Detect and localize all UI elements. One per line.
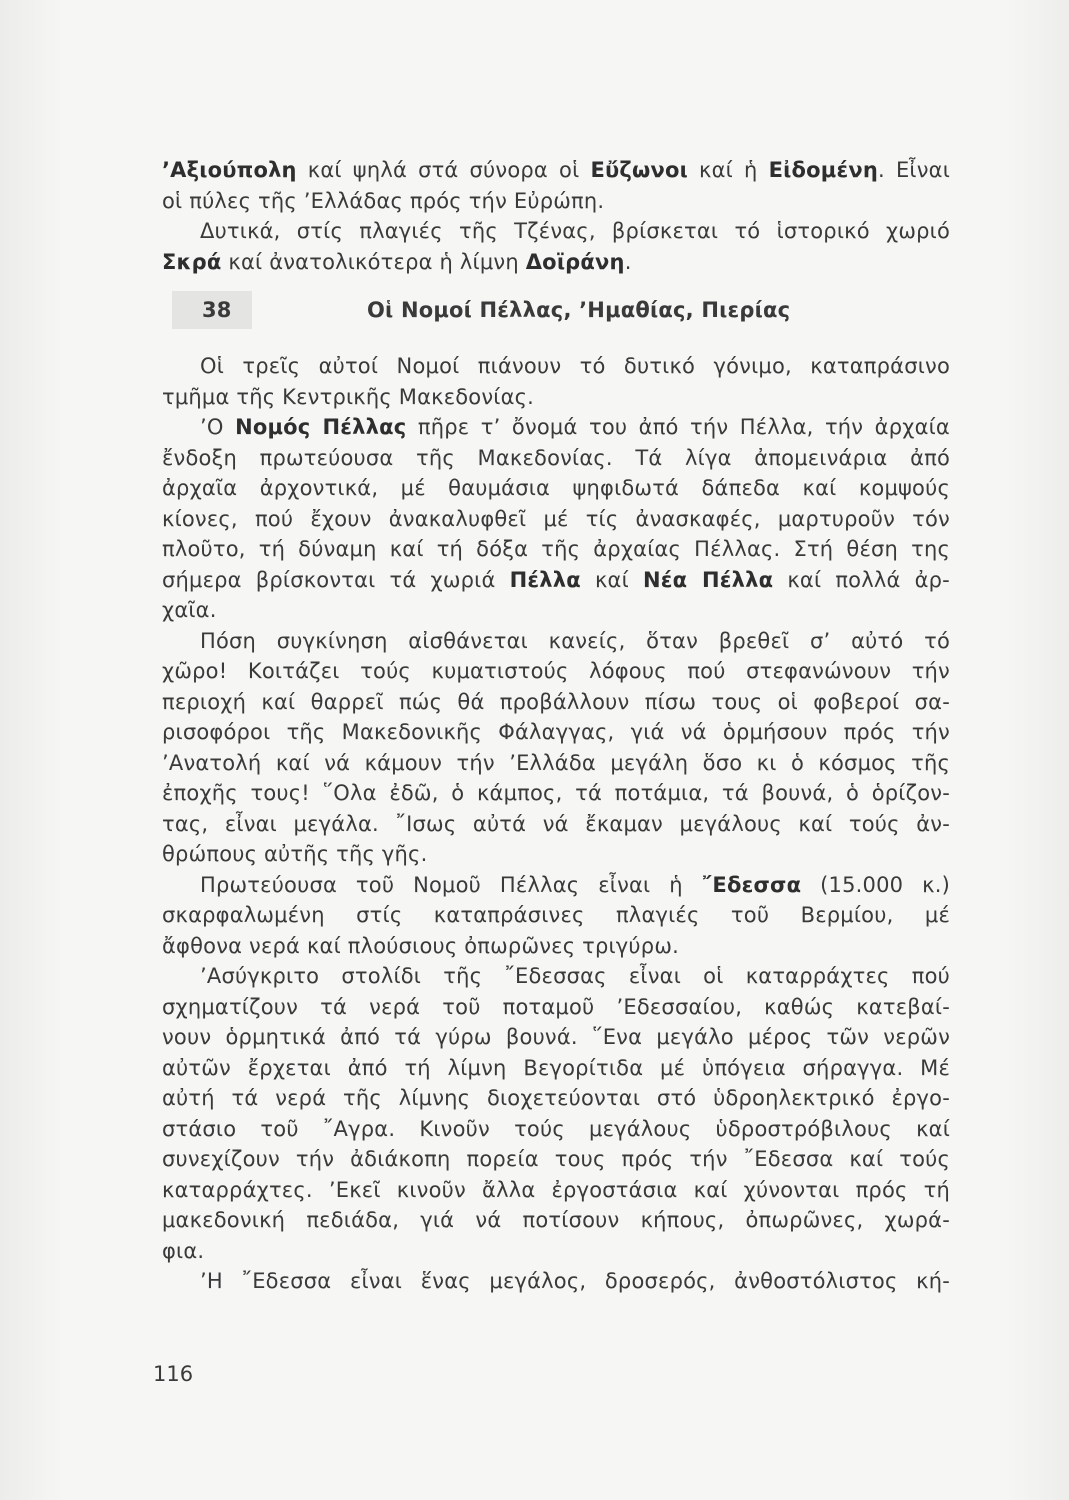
text-line: φια. bbox=[162, 1238, 205, 1263]
body-text bbox=[162, 155, 950, 1297]
text-line: Πόση συγκίνηση αἰσθάνεται κανείς, ὅταν βρεθεῖ σ’ αὐτό τό bbox=[200, 628, 950, 653]
text-line: σκαρφαλωμένη στίς καταπράσινες πλαγιές τοῦ Βερμίου, μέ bbox=[162, 903, 950, 927]
text-line: ἀρχαῖα ἀρχοντικά, μέ θαυμάσια ψηφιδωτά δάπεδα καί κομψούς bbox=[162, 476, 950, 500]
text-line: κίονες, πού ἔχουν ἀνακαλυφθεῖ μέ τίς ἀνασκαφές, μαρτυροῦν τόν bbox=[162, 506, 950, 531]
text-line: περιοχή καί θαρρεῖ πώς θά προβάλλουν πίσω τους οἱ φοβεροί σα- bbox=[162, 689, 950, 714]
text-line: ’Ανατολή καί νά κάμουν τήν ’Ελλάδα μεγάλη ὅσο κι ὁ κόσμος τῆς bbox=[162, 750, 950, 775]
text-line: Σκρά καί ἀνατολικότερα ἡ λίμνη Δοϊράνη. bbox=[162, 249, 632, 274]
text-line: χῶρο! Κοιτάζει τούς κυματιστούς λόφους πού στεφανώνουν τήν bbox=[162, 659, 950, 683]
text-line: ἐποχῆς τους! ῞Ολα ἐδῶ, ὁ κάμπος, τά ποτάμια, τά βουνά, ὁ ὁρίζον- bbox=[162, 781, 950, 805]
text-line: Πρωτεύουσα τοῦ Νομοῦ Πέλλας εἶναι ἡ ῎Εδεσσα (15.000 κ.) bbox=[200, 872, 950, 897]
text-line: ἄφθονα νερά καί πλούσιους ὀπωρῶνες τριγύρω. bbox=[162, 933, 679, 958]
text-line: ρισοφόροι τῆς Μακεδονικῆς Φάλαγγας, γιά νά ὁρμήσουν πρός τήν bbox=[162, 720, 950, 744]
text-line: ’Ο Νομός Πέλλας πῆρε τ’ ὄνομά του ἀπό τήν Πέλλα, τήν ἀρχαία bbox=[200, 415, 950, 439]
text-line: νουν ὁρμητικά ἀπό τά γύρω βουνά. ῞Ενα μεγάλο μέρος τῶν νερῶν bbox=[162, 1025, 950, 1049]
text-line: στάσιο τοῦ ῎Αγρα. Κινοῦν τούς μεγάλους ὑδροστρόβιλους καί bbox=[162, 1116, 950, 1141]
text-line: αὐτῶν ἔρχεται ἀπό τή λίμνη Βεγορίτιδα μέ ὑπόγεια σήραγγα. Μέ bbox=[162, 1055, 950, 1080]
text-line: σχηματίζουν τά νερά τοῦ ποταμοῦ ’Εδεσσαίου, καθώς κατεβαί- bbox=[162, 994, 950, 1019]
text-line: ἔνδοξη πρωτεύουσα τῆς Μακεδονίας. Τά λίγα ἀπομεινάρια ἀπό bbox=[162, 445, 950, 470]
text-line: χαῖα. bbox=[162, 598, 217, 622]
text-line: τας, εἶναι μεγάλα. ῎Ισως αὐτά νά ἔκαμαν μεγάλους καί τούς ἀν- bbox=[162, 811, 950, 836]
page-number: 116 bbox=[153, 1362, 194, 1386]
text-line: καταρράχτες. ’Εκεῖ κινοῦν ἄλλα ἐργοστάσια καί χύνονται πρός τή bbox=[162, 1177, 950, 1202]
section-title: Οἱ Νομοί Πέλλας, ’Ημαθίας, Πιερίας bbox=[367, 298, 791, 322]
text-line: Οἱ τρεῖς αὐτοί Νομοί πιάνουν τό δυτικό γόνιμο, καταπράσινο bbox=[200, 354, 950, 378]
text-line: πλοῦτο, τή δύναμη καί τή δόξα τῆς ἀρχαίας Πέλλας. Στή θέση της bbox=[162, 537, 950, 561]
section-heading bbox=[162, 291, 950, 333]
text-line: συνεχίζουν τήν ἀδιάκοπη πορεία τους πρός τήν ῎Εδεσσα καί τούς bbox=[162, 1147, 950, 1171]
text-line: σήμερα βρίσκονται τά χωριά Πέλλα καί Νέα Πέλλα καί πολλά ἀρ- bbox=[162, 567, 950, 592]
text-line: ’Η ῎Εδεσσα εἶναι ἕνας μεγάλος, δροσερός, ἀνθοστόλιστος κή- bbox=[200, 1269, 950, 1293]
section-number: 38 bbox=[172, 291, 252, 329]
text-line: οἱ πύλες τῆς ’Ελλάδας πρός τήν Εὐρώπη. bbox=[162, 188, 605, 213]
text-line: ’Ασύγκριτο στολίδι τῆς ῎Εδεσσας εἶναι οἱ καταρράχτες πού bbox=[200, 964, 950, 988]
text-line: μακεδονική πεδιάδα, γιά νά ποτίσουν κήπους, ὀπωρῶνες, χωρά- bbox=[162, 1208, 950, 1232]
text-line: θρώπους αὐτῆς τῆς γῆς. bbox=[162, 842, 428, 866]
text-line: ’Αξιούπολη καί ψηλά στά σύνορα οἱ Εὔζωνοι καί ἡ Εἰδομένη. Εἶναι bbox=[162, 158, 950, 182]
text-line: αὐτή τά νερά τῆς λίμνης διοχετεύονται στό ὑδροηλεκτρικό ἐργο- bbox=[162, 1086, 950, 1110]
text-line: Δυτικά, στίς πλαγιές τῆς Τζένας, βρίσκεται τό ἱστορικό χωριό bbox=[200, 219, 950, 243]
text-line: τμῆμα τῆς Κεντρικῆς Μακεδονίας. bbox=[162, 384, 535, 409]
